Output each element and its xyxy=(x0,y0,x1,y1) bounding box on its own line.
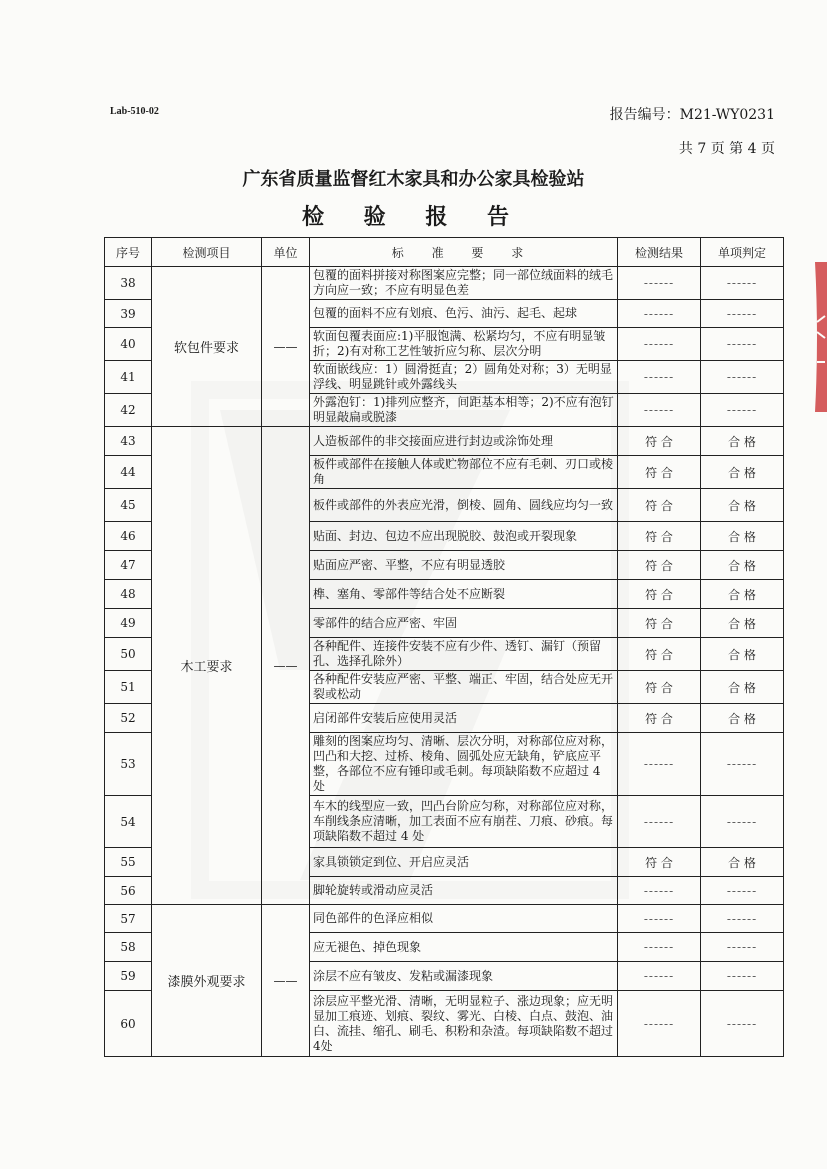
standard-requirement: 外露泡钉：1)排列应整齐，间距基本相等；2)不应有泡钉明显敲扁或脱漆 xyxy=(310,394,618,427)
judgement: 合 格 xyxy=(701,671,784,704)
judgement: 合 格 xyxy=(701,580,784,609)
row-number: 59 xyxy=(105,962,152,991)
judgement: 合 格 xyxy=(701,609,784,638)
row-number: 53 xyxy=(105,733,152,796)
test-result: 符 合 xyxy=(618,522,701,551)
judgement: ------ xyxy=(701,733,784,796)
test-result: 符 合 xyxy=(618,609,701,638)
judgement: 合 格 xyxy=(701,456,784,489)
row-number: 55 xyxy=(105,848,152,877)
test-result: 符 合 xyxy=(618,638,701,671)
judgement: ------ xyxy=(701,905,784,933)
judgement: ------ xyxy=(701,328,784,361)
row-number: 46 xyxy=(105,522,152,551)
judgement: 合 格 xyxy=(701,551,784,580)
row-number: 54 xyxy=(105,796,152,848)
judgement: ------ xyxy=(701,300,784,328)
table-header-row xyxy=(105,238,784,267)
standard-requirement: 各种配件、连接件安装不应有少件、透钉、漏钉（预留孔、选择孔除外） xyxy=(310,638,618,671)
judgement: ------ xyxy=(701,361,784,394)
judgement: ------ xyxy=(701,933,784,962)
test-result: 符 合 xyxy=(618,848,701,877)
test-result: 符 合 xyxy=(618,551,701,580)
standard-requirement: 软面包覆表面应:1)平服饱满、松紧均匀，不应有明显皱折；2)有对称工艺性皱折应匀称、层次分明 xyxy=(310,328,618,361)
standard-requirement: 贴面应严密、平整，不应有明显透胶 xyxy=(310,551,618,580)
judgement: ------ xyxy=(701,962,784,991)
standard-requirement: 榫、塞角、零部件等结合处不应断裂 xyxy=(310,580,618,609)
report-title: 检 验 报 告 xyxy=(302,205,525,230)
row-number: 52 xyxy=(105,704,152,733)
row-number: 41 xyxy=(105,361,152,394)
test-result: 符 合 xyxy=(618,704,701,733)
test-result: 符 合 xyxy=(618,671,701,704)
standard-requirement: 家具锁锁定到位、开启应灵活 xyxy=(310,848,618,877)
judgement: ------ xyxy=(701,877,784,905)
standard-requirement: 零部件的结合应严密、牢固 xyxy=(310,609,618,638)
inspection-table xyxy=(104,237,784,1057)
test-result: ------ xyxy=(618,905,701,933)
test-result: ------ xyxy=(618,328,701,361)
test-result: ------ xyxy=(618,300,701,328)
standard-requirement: 各种配件安装应严密、平整、端正、牢固，结合处应无开裂或松动 xyxy=(310,671,618,704)
judgement: 合 格 xyxy=(701,704,784,733)
standard-requirement: 软面嵌线应：1）圆滑挺直；2）圆角处对称；3）无明显浮线、明显跳针或外露线头 xyxy=(310,361,618,394)
row-number: 51 xyxy=(105,671,152,704)
row-number: 42 xyxy=(105,394,152,427)
page-info: 共 7 页 第 4 页 xyxy=(678,141,775,157)
test-result: ------ xyxy=(618,933,701,962)
test-result: ------ xyxy=(618,962,701,991)
standard-requirement: 包覆的面料拼接对称图案应完整；同一部位绒面料的绒毛方向应一致；不应有明显色差 xyxy=(310,267,618,300)
lab-code: Lab-510-02 xyxy=(110,106,159,117)
standard-requirement: 脚轮旋转或滑动应灵活 xyxy=(310,877,618,905)
header-result: 检测结果 xyxy=(618,238,701,267)
standard-requirement: 板件或部件在接触人体或贮物部位不应有毛刺、刃口或棱角 xyxy=(310,456,618,489)
table-row xyxy=(105,427,784,456)
station-name: 广东省质量监督红木家具和办公家具检验站 xyxy=(242,169,585,190)
test-result: 符 合 xyxy=(618,456,701,489)
test-result: 符 合 xyxy=(618,489,701,522)
group-paint-film: 漆膜外观要求 xyxy=(152,905,262,1057)
row-number: 43 xyxy=(105,427,152,456)
test-result: ------ xyxy=(618,267,701,300)
judgement: 合 格 xyxy=(701,522,784,551)
test-result: ------ xyxy=(618,796,701,848)
standard-requirement: 同色部件的色泽应相似 xyxy=(310,905,618,933)
row-number: 50 xyxy=(105,638,152,671)
row-number: 48 xyxy=(105,580,152,609)
standard-requirement: 板件或部件的外表应光滑，倒棱、圆角、圆线应均匀一致 xyxy=(310,489,618,522)
red-stamp-edge xyxy=(805,262,827,412)
group-woodwork: 木工要求 xyxy=(152,427,262,905)
judgement: ------ xyxy=(701,267,784,300)
test-result: ------ xyxy=(618,877,701,905)
test-result: 符 合 xyxy=(618,580,701,609)
test-result: ------ xyxy=(618,361,701,394)
test-result: ------ xyxy=(618,733,701,796)
table-row xyxy=(105,905,784,933)
judgement: 合 格 xyxy=(701,489,784,522)
judgement: ------ xyxy=(701,394,784,427)
judgement: ------ xyxy=(701,796,784,848)
row-number: 44 xyxy=(105,456,152,489)
judgement: 合 格 xyxy=(701,427,784,456)
row-number: 57 xyxy=(105,905,152,933)
report-number: 报告编号：M21-WY0231 xyxy=(609,107,775,123)
standard-requirement: 人造板部件的非交接面应进行封边或涂饰处理 xyxy=(310,427,618,456)
header-item: 检测项目 xyxy=(152,238,262,267)
standard-requirement: 包覆的面料不应有划痕、色污、油污、起毛、起球 xyxy=(310,300,618,328)
standard-requirement: 涂层应平整光滑、清晰，无明显粒子、涨边现象；应无明显加工痕迹、划痕、裂纹、雾光、白棱、白点、鼓泡、油白、流挂、缩孔、刷毛、积粉和杂渣。每项缺陷数不超过4处 xyxy=(310,991,618,1057)
test-result: ------ xyxy=(618,394,701,427)
row-number: 40 xyxy=(105,328,152,361)
unit-cell: —— xyxy=(262,267,310,427)
header-judgement: 单项判定 xyxy=(701,238,784,267)
test-result: 符 合 xyxy=(618,427,701,456)
standard-requirement: 贴面、封边、包边不应出现脱胶、鼓泡或开裂现象 xyxy=(310,522,618,551)
unit-cell: —— xyxy=(262,905,310,1057)
judgement: ------ xyxy=(701,991,784,1057)
header-standard: 标 准 要 求 xyxy=(310,238,618,267)
row-number: 58 xyxy=(105,933,152,962)
header-unit: 单位 xyxy=(262,238,310,267)
row-number: 39 xyxy=(105,300,152,328)
standard-requirement: 涂层不应有皱皮、发粘或漏漆现象 xyxy=(310,962,618,991)
judgement: 合 格 xyxy=(701,848,784,877)
standard-requirement: 车木的线型应一致，凹凸台阶应匀称，对称部位应对称，车削线条应清晰，加工表面不应有崩茬、刀痕、砂痕。每项缺陷数不超过 4 处 xyxy=(310,796,618,848)
row-number: 60 xyxy=(105,991,152,1057)
header-no: 序号 xyxy=(105,238,152,267)
row-number: 38 xyxy=(105,267,152,300)
group-soft-package: 软包件要求 xyxy=(152,267,262,427)
standard-requirement: 雕刻的图案应均匀、清晰、层次分明，对称部位应对称，凹凸和大挖、过桥、棱角、圆弧处应无缺角，铲底应平整，各部位不应有锤印或毛刺。每项缺陷数不应超过 4 处 xyxy=(310,733,618,796)
test-result: ------ xyxy=(618,991,701,1057)
row-number: 49 xyxy=(105,609,152,638)
row-number: 56 xyxy=(105,877,152,905)
table-row xyxy=(105,267,784,300)
standard-requirement: 应无褪色、掉色现象 xyxy=(310,933,618,962)
row-number: 47 xyxy=(105,551,152,580)
standard-requirement: 启闭部件安装后应使用灵活 xyxy=(310,704,618,733)
unit-cell: —— xyxy=(262,427,310,905)
row-number: 45 xyxy=(105,489,152,522)
judgement: 合 格 xyxy=(701,638,784,671)
